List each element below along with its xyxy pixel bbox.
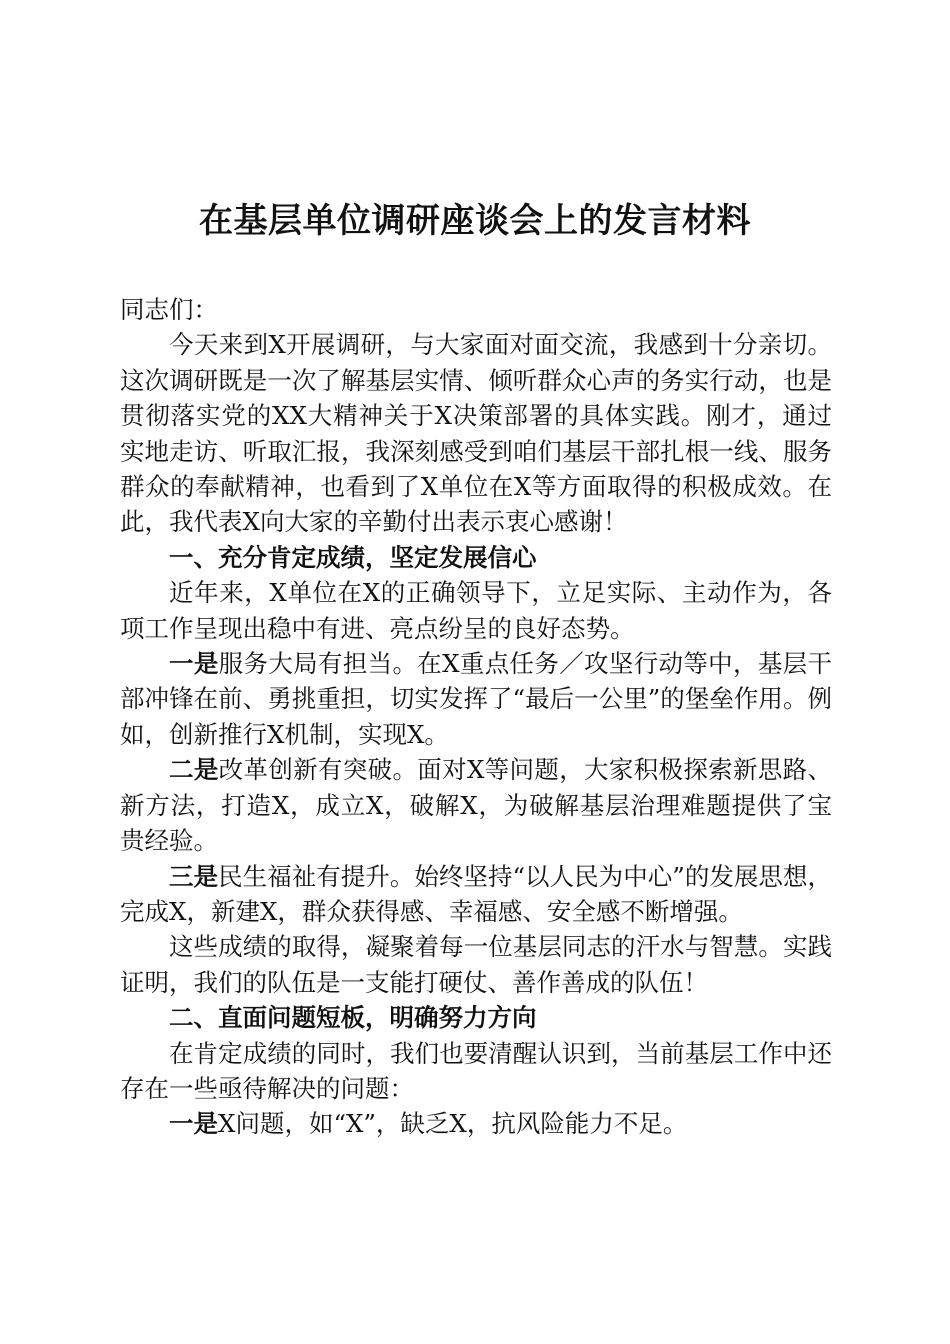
point-lead: 一是 bbox=[169, 649, 219, 679]
intro-paragraph: 今天来到X开展调研，与大家面对面交流，我感到十分亲切。这次调研既是一次了解基层实情、倾听群众心声的务实行动，也是贯彻落实党的XX大精神关于X决策部署的具体实践。刚才，通过实地走访、听取汇报，我深刻感受到咱们基层干部扎根一线、服务群众的奉献精神，也看到了X单位在X等方面取得的积极成效。在此，我代表X向大家的辛勤付出表示衷心感谢！ bbox=[120, 330, 832, 537]
point-text: 改革创新有突破。面对X等问题，大家积极探索新思路、新方法，打造X，成立X，破解X，为破解基层治理难题提供了宝贵经验。 bbox=[120, 755, 833, 856]
point-text: 服务大局有担当。在X重点任务／攻坚行动等中，基层干部冲锋在前、勇挑重担，切实发挥了“最后一公里”的堡垒作用。例如，创新推行X机制，实现X。 bbox=[120, 649, 833, 749]
point-lead: 三是 bbox=[169, 861, 219, 891]
document-title: 在基层单位调研座谈会上的发言材料 bbox=[199, 201, 751, 241]
point-text: X问题，如“X”，缺乏X，抗风险能力不足。 bbox=[218, 1109, 688, 1139]
point-lead: 一是 bbox=[169, 1109, 218, 1139]
section-1-point-3 bbox=[120, 859, 832, 930]
section-1-heading: 一、充分肯定成绩，坚定发展信心 bbox=[169, 542, 537, 572]
salutation: 同志们： bbox=[120, 295, 218, 324]
section-1-intro: 近年来，X单位在X的正确领导下，立足实际、主动作为，各项工作呈现出稳中有进、亮点纷呈的良好态势。 bbox=[120, 578, 832, 643]
point-text: 民生福祉有提升。始终坚持“以人民为中心”的发展思想，完成X，新建X，群众获得感、幸福感、安全感不断增强。 bbox=[120, 861, 832, 926]
section-2-intro: 在肯定成绩的同时，我们也要清醒认识到，当前基层工作中还存在一些亟待解决的问题： bbox=[120, 1038, 832, 1103]
section-1-point-1 bbox=[120, 646, 832, 752]
point-lead: 二是 bbox=[169, 755, 219, 785]
section-1-closing: 这些成绩的取得，凝聚着每一位基层同志的汗水与智慧。实践证明，我们的队伍是一支能打硬仗、善作善成的队伍！ bbox=[120, 932, 832, 997]
section-2-heading: 二、直面问题短板，明确努力方向 bbox=[169, 1003, 537, 1033]
section-2-point-1 bbox=[120, 1106, 832, 1141]
section-1-point-2 bbox=[120, 752, 832, 858]
document-body bbox=[120, 292, 832, 1142]
